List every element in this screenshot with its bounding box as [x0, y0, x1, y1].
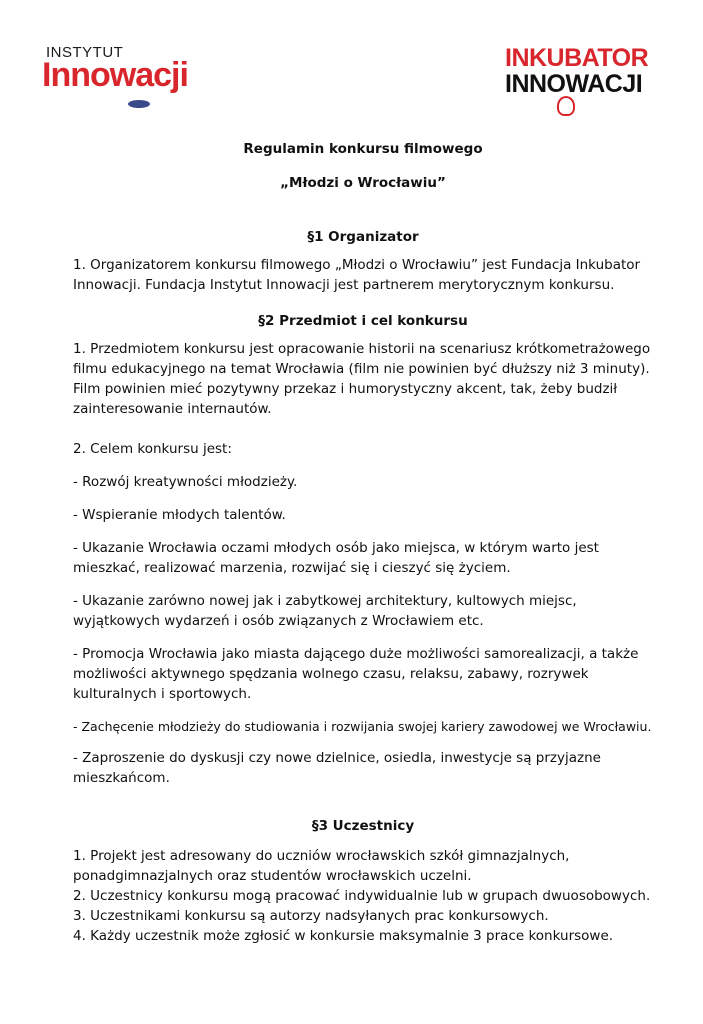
goal-item: - Zaproszenie do dyskusji czy nowe dzielnice, osiedla, inwestycje są przyjazne mieszkańcom.: [73, 750, 601, 786]
lightbulb-icon: [557, 96, 575, 116]
document-title: Regulamin konkursu filmowego: [243, 141, 483, 157]
document-body: [73, 135, 653, 946]
goal-item: - Rozwój kreatywności młodzieży.: [73, 474, 298, 490]
logo-left-big-text: Innowacji: [42, 56, 188, 94]
instytut-innowacji-logo: [40, 44, 200, 108]
globe-icon: [128, 100, 150, 108]
inkubator-innowacji-logo: [505, 44, 655, 114]
logo-right-line1: INKUBATOR: [505, 44, 649, 72]
section-2-heading: §2 Przedmiot i cel konkursu: [258, 313, 468, 329]
goal-item: - Ukazanie Wrocławia oczami młodych osób jako miejsca, w którym warto jest mieszkać, realizować marzenia, rozwijać się i cieszyć się życiem.: [73, 540, 599, 576]
goal-item: - Promocja Wrocławia jako miasta dającego duże możliwości samorealizacji, a także możliwości aktywnego spędzania wolnego czasu, relaksu, zabawy, rozrywek kulturalnych i sportowych.: [73, 646, 639, 702]
section-2-paragraph-1: 1. Przedmiotem konkursu jest opracowanie historii na scenariusz krótkometrażowego filmu edukacyjnego na temat Wrocławia (film nie powinien być dłuższy niż 3 minuty). Film powinien mieć pozytywny przekaz i humorystyczny akcent, tak, żeby budził zainteresowanie internautów.: [73, 341, 651, 417]
logo-right-line2: INNOWACJI: [505, 70, 643, 98]
participant-item: 2. Uczestnicy konkursu mogą pracować indywidualnie lub w grupach dwuosobowych.: [73, 888, 651, 904]
section-1-heading: §1 Organizator: [307, 229, 419, 245]
section-2-paragraph-2: 2. Celem konkursu jest:: [73, 441, 232, 457]
participant-item: 1. Projekt jest adresowany do uczniów wrocławskich szkół gimnazjalnych, ponadgimnazjalnych oraz studentów wrocławskich uczelni.: [73, 848, 570, 884]
goal-item: - Ukazanie zarówno nowej jak i zabytkowej architektury, kultowych miejsc, wyjątkowych wydarzeń i osób związanych z Wrocławiem etc.: [73, 593, 577, 629]
section-3-heading: §3 Uczestnicy: [311, 818, 415, 834]
document-subtitle: „Młodzi o Wrocławiu”: [280, 175, 446, 191]
logo-left-small-text: INSTYTUT: [46, 44, 124, 61]
participant-item: 4. Każdy uczestnik może zgłosić w konkursie maksymalnie 3 prace konkursowe.: [73, 928, 614, 944]
section-1-paragraph: 1. Organizatorem konkursu filmowego „Młodzi o Wrocławiu” jest Fundacja Inkubator Innowacji. Fundacja Instytut Innowacji jest partnerem merytorycznym konkursu.: [73, 257, 641, 293]
participant-item: 3. Uczestnikami konkursu są autorzy nadsyłanych prac konkursowych.: [73, 908, 549, 924]
goal-item: - Wspieranie młodych talentów.: [73, 507, 286, 523]
goal-item: - Zachęcenie młodzieży do studiowania i rozwijania swojej kariery zawodowej we Wrocławiu.: [73, 719, 652, 734]
